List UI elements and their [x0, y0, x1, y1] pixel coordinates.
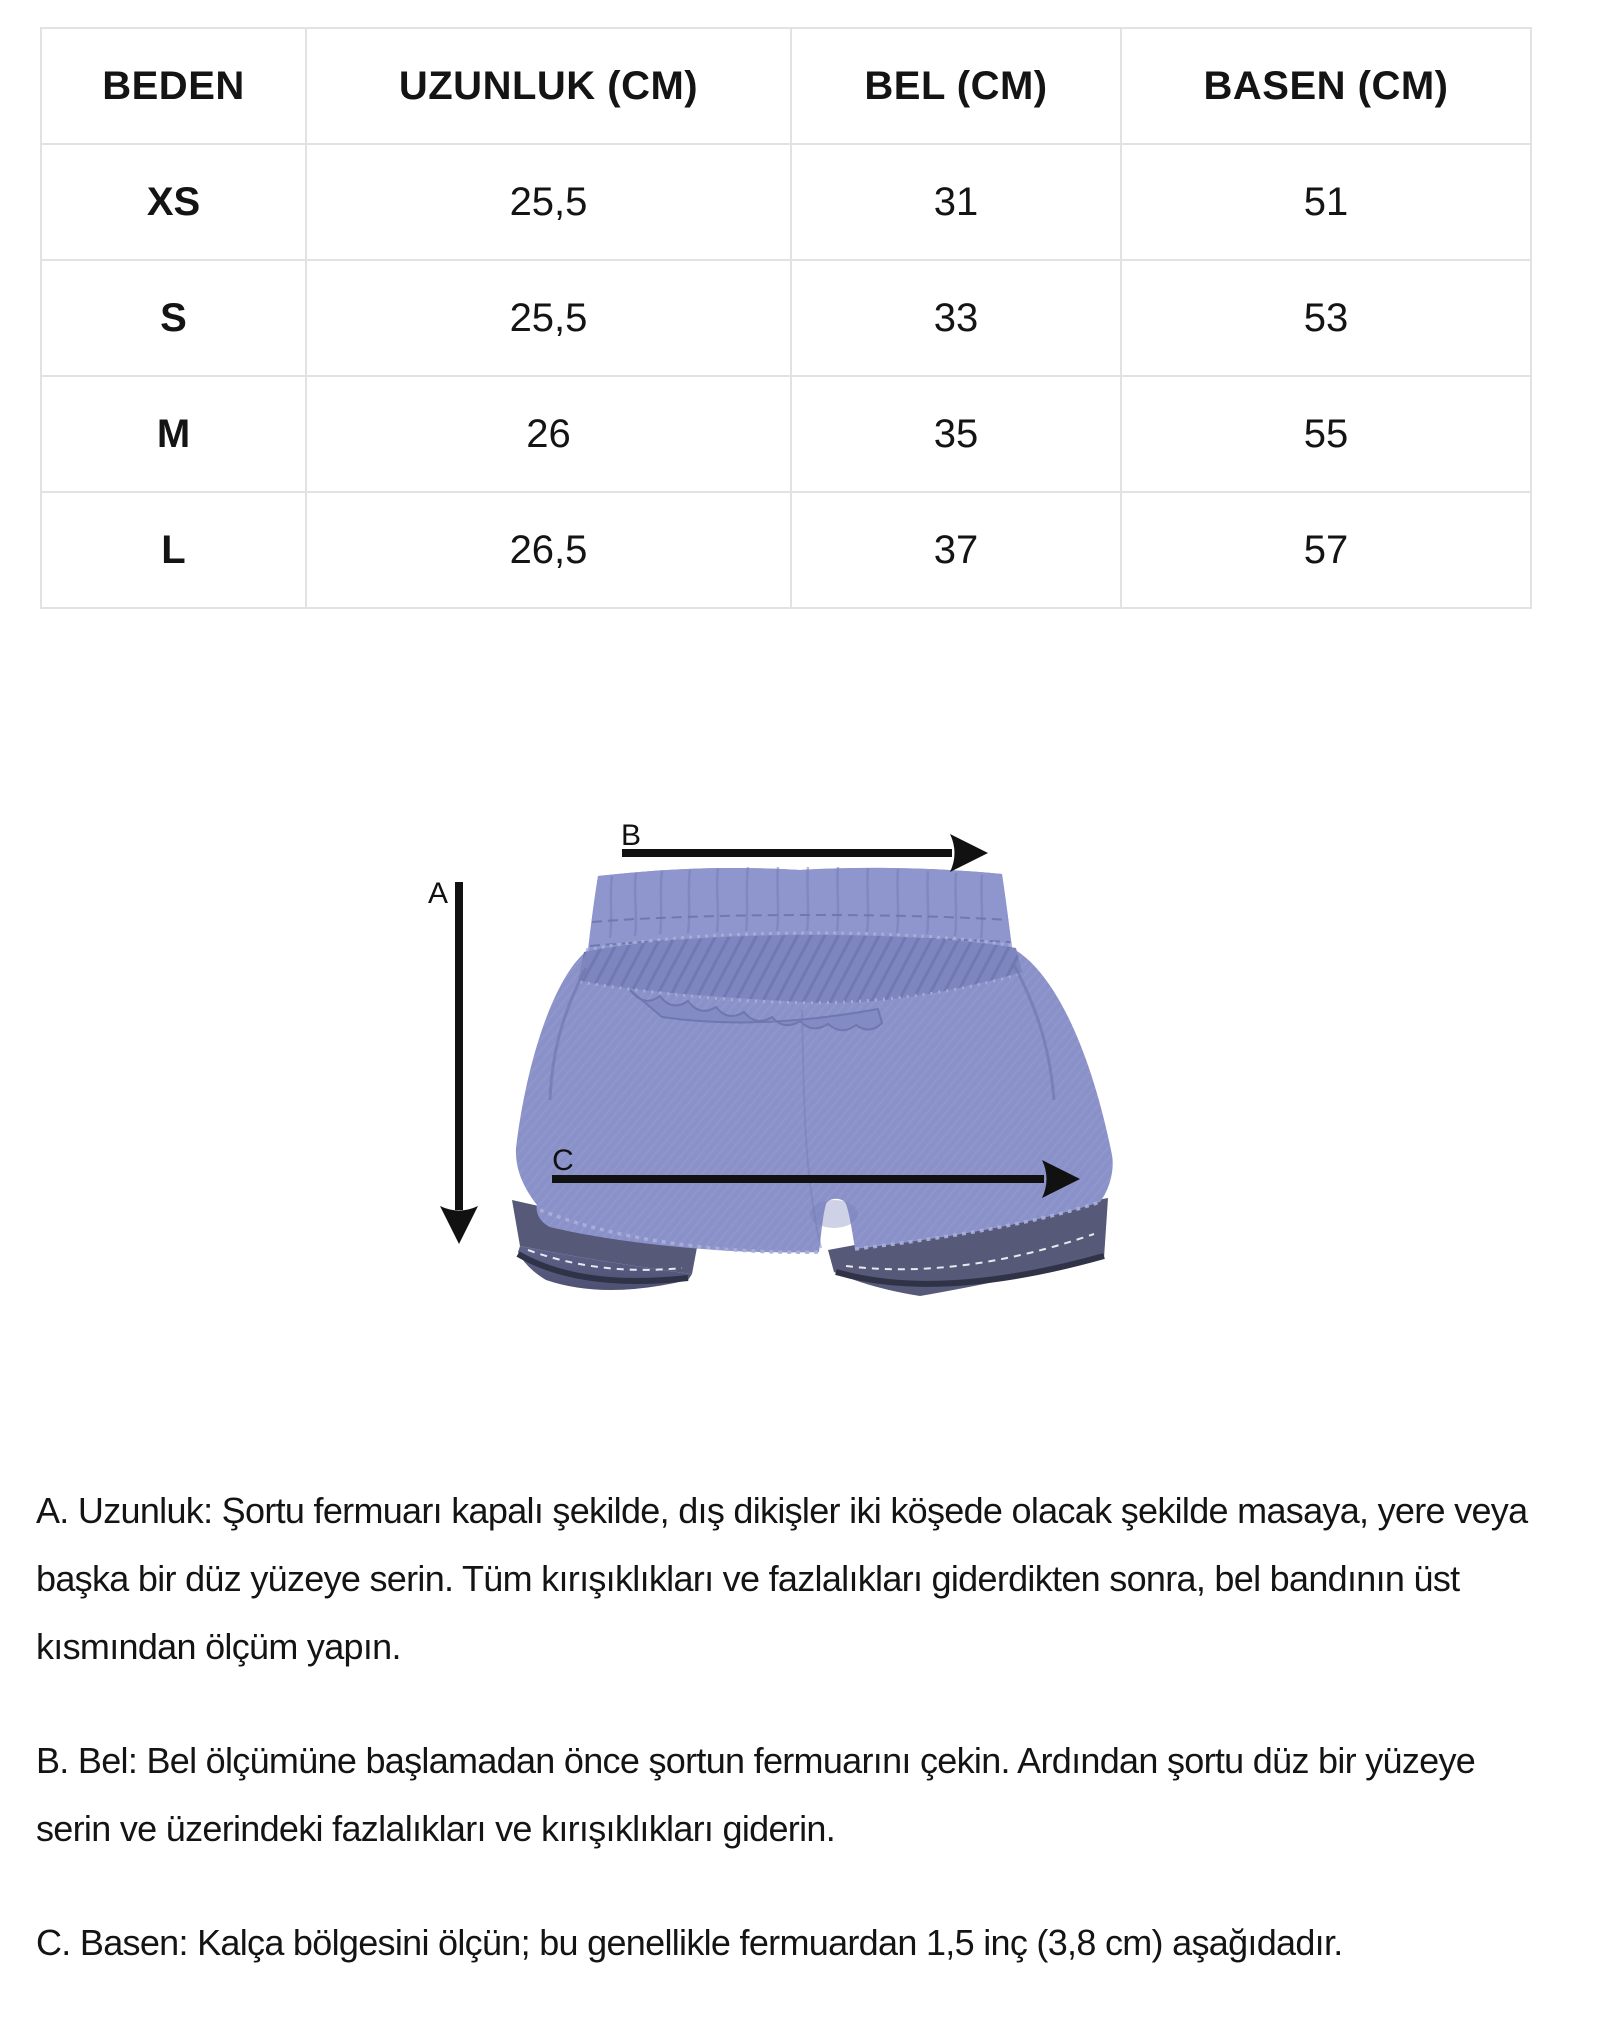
column-header-basen: BASEN (CM): [1121, 28, 1531, 144]
arrow-a-head-icon: [440, 1206, 478, 1244]
arrow-b-waist: [621, 819, 988, 872]
length-value: 25,5: [306, 144, 791, 260]
column-header-uzunluk: UZUNLUK (CM): [306, 28, 791, 144]
instruction-waist: B. Bel: Bel ölçümüne başlamadan önce şortun fermuarını çekin. Ardından şortu düz bir yüzeye serin ve üzerindeki fazlalıkları ve kırışıklıkları giderin.: [36, 1740, 1476, 1849]
waist-value: 35: [791, 376, 1121, 492]
length-value: 26: [306, 376, 791, 492]
crotch-shading: [810, 1200, 858, 1228]
waist-value: 31: [791, 144, 1121, 260]
length-value: 26,5: [306, 492, 791, 608]
size-label: XS: [41, 144, 306, 260]
waist-value: 37: [791, 492, 1121, 608]
hip-value: 53: [1121, 260, 1531, 376]
size-label: S: [41, 260, 306, 376]
shorts-measurement-diagram: [400, 810, 1120, 1330]
length-value: 25,5: [306, 260, 791, 376]
instruction-hip: C. Basen: Kalça bölgesini ölçün; bu genellikle fermuardan 1,5 inç (3,8 cm) aşağıdadır.: [36, 1922, 1343, 1963]
label-c: C: [552, 1144, 574, 1177]
label-a: A: [427, 877, 449, 910]
table-row: [41, 492, 1531, 608]
column-header-bel: BEL (CM): [791, 28, 1121, 144]
measurement-instructions: [36, 1477, 1544, 2023]
table-row: [41, 376, 1531, 492]
arrow-b-head-icon: [950, 834, 988, 872]
label-b: B: [620, 819, 642, 852]
hip-value: 51: [1121, 144, 1531, 260]
table-header-row: [41, 28, 1531, 144]
column-header-beden: BEDEN: [41, 28, 306, 144]
waist-value: 33: [791, 260, 1121, 376]
instruction-length: A. Uzunluk: Şortu fermuarı kapalı şekilde, dış dikişler iki köşede olacak şekilde masaya, yere veya başka bir düz yüzeye serin. Tüm kırışıklıkları ve fazlalıkları giderdikten sonra, bel bandının üst kısmından ölçüm yapın.: [36, 1490, 1528, 1667]
arrow-a-length: [428, 877, 478, 1244]
table-row: [41, 144, 1531, 260]
size-chart-table: [40, 27, 1532, 609]
hip-value: 57: [1121, 492, 1531, 608]
hip-value: 55: [1121, 376, 1531, 492]
size-label: M: [41, 376, 306, 492]
table-row: [41, 260, 1531, 376]
shorts-illustration: [516, 867, 1113, 1252]
size-label: L: [41, 492, 306, 608]
